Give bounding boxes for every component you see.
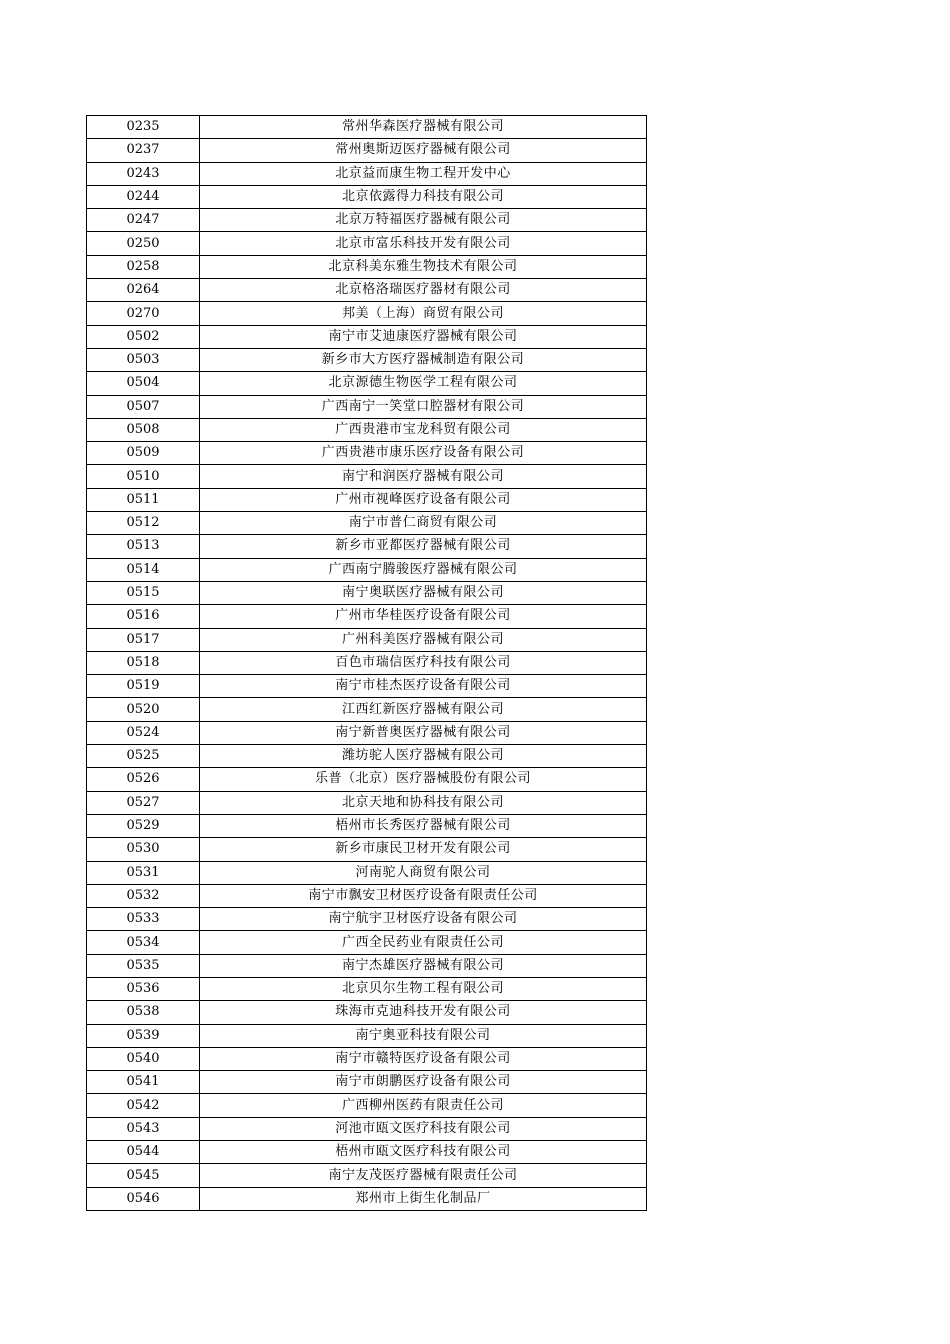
company-name-cell: 常州华森医疗器械有限公司 bbox=[200, 116, 647, 139]
company-name-cell: 北京科美东雅生物技术有限公司 bbox=[200, 255, 647, 278]
company-name-cell: 北京依露得力科技有限公司 bbox=[200, 185, 647, 208]
table-row bbox=[87, 1024, 647, 1047]
company-name-cell: 梧州市瓯文医疗科技有限公司 bbox=[200, 1141, 647, 1164]
company-name-cell: 南宁奥联医疗器械有限公司 bbox=[200, 581, 647, 604]
company-code-cell: 0508 bbox=[87, 418, 200, 441]
company-name-cell: 梧州市长秀医疗器械有限公司 bbox=[200, 814, 647, 837]
table-row bbox=[87, 1164, 647, 1187]
table-row bbox=[87, 1094, 647, 1117]
company-name-cell: 南宁航宇卫材医疗设备有限公司 bbox=[200, 908, 647, 931]
company-code-cell: 0516 bbox=[87, 605, 200, 628]
table-row bbox=[87, 442, 647, 465]
table-row bbox=[87, 1141, 647, 1164]
company-name-cell: 乐普（北京）医疗器械股份有限公司 bbox=[200, 768, 647, 791]
company-code-cell: 0538 bbox=[87, 1001, 200, 1024]
table-row bbox=[87, 931, 647, 954]
company-name-cell: 广西全民药业有限责任公司 bbox=[200, 931, 647, 954]
company-code-cell: 0258 bbox=[87, 255, 200, 278]
company-name-cell: 珠海市克迪科技开发有限公司 bbox=[200, 1001, 647, 1024]
table-row bbox=[87, 884, 647, 907]
table-row bbox=[87, 675, 647, 698]
company-name-cell: 南宁市艾迪康医疗器械有限公司 bbox=[200, 325, 647, 348]
company-name-cell: 邦美（上海）商贸有限公司 bbox=[200, 302, 647, 325]
company-name-cell: 南宁和润医疗器械有限公司 bbox=[200, 465, 647, 488]
company-name-cell: 河南驼人商贸有限公司 bbox=[200, 861, 647, 884]
company-code-cell: 0535 bbox=[87, 954, 200, 977]
company-name-cell: 广西柳州医药有限责任公司 bbox=[200, 1094, 647, 1117]
table-row bbox=[87, 1187, 647, 1210]
table-row bbox=[87, 628, 647, 651]
company-code-cell: 0543 bbox=[87, 1117, 200, 1140]
company-code-cell: 0532 bbox=[87, 884, 200, 907]
table-row bbox=[87, 395, 647, 418]
company-code-cell: 0243 bbox=[87, 162, 200, 185]
table-row bbox=[87, 302, 647, 325]
company-name-cell: 南宁市普仁商贸有限公司 bbox=[200, 512, 647, 535]
company-name-cell: 广西南宁一笑堂口腔器材有限公司 bbox=[200, 395, 647, 418]
company-name-cell: 北京益而康生物工程开发中心 bbox=[200, 162, 647, 185]
company-code-cell: 0531 bbox=[87, 861, 200, 884]
table-row bbox=[87, 232, 647, 255]
company-name-cell: 南宁杰雄医疗器械有限公司 bbox=[200, 954, 647, 977]
company-code-cell: 0511 bbox=[87, 488, 200, 511]
company-code-cell: 0533 bbox=[87, 908, 200, 931]
company-code-cell: 0536 bbox=[87, 977, 200, 1000]
table-body bbox=[87, 116, 647, 1211]
company-name-cell: 广西南宁腾骏医疗器械有限公司 bbox=[200, 558, 647, 581]
company-code-cell: 0515 bbox=[87, 581, 200, 604]
company-code-cell: 0530 bbox=[87, 838, 200, 861]
company-code-cell: 0264 bbox=[87, 279, 200, 302]
company-code-cell: 0502 bbox=[87, 325, 200, 348]
company-name-cell: 百色市瑞信医疗科技有限公司 bbox=[200, 651, 647, 674]
company-code-cell: 0517 bbox=[87, 628, 200, 651]
table-row bbox=[87, 954, 647, 977]
table-row bbox=[87, 325, 647, 348]
company-name-cell: 南宁市桂杰医疗设备有限公司 bbox=[200, 675, 647, 698]
table-row bbox=[87, 651, 647, 674]
table-row bbox=[87, 605, 647, 628]
company-code-cell: 0247 bbox=[87, 209, 200, 232]
table-row bbox=[87, 768, 647, 791]
table-row bbox=[87, 977, 647, 1000]
company-code-cell: 0512 bbox=[87, 512, 200, 535]
table-row bbox=[87, 558, 647, 581]
table-row bbox=[87, 162, 647, 185]
company-code-cell: 0520 bbox=[87, 698, 200, 721]
company-code-cell: 0546 bbox=[87, 1187, 200, 1210]
table-row bbox=[87, 861, 647, 884]
company-name-cell: 郑州市上街生化制品厂 bbox=[200, 1187, 647, 1210]
table-row bbox=[87, 814, 647, 837]
company-name-cell: 广州市视峰医疗设备有限公司 bbox=[200, 488, 647, 511]
table-row bbox=[87, 745, 647, 768]
company-name-cell: 北京源德生物医学工程有限公司 bbox=[200, 372, 647, 395]
company-name-cell: 新乡市康民卫材开发有限公司 bbox=[200, 838, 647, 861]
company-code-cell: 0513 bbox=[87, 535, 200, 558]
table-row bbox=[87, 512, 647, 535]
company-code-cell: 0545 bbox=[87, 1164, 200, 1187]
company-code-cell: 0529 bbox=[87, 814, 200, 837]
company-name-cell: 广州市华桂医疗设备有限公司 bbox=[200, 605, 647, 628]
table-row bbox=[87, 279, 647, 302]
company-code-cell: 0514 bbox=[87, 558, 200, 581]
table-row bbox=[87, 581, 647, 604]
company-code-cell: 0510 bbox=[87, 465, 200, 488]
table-row bbox=[87, 255, 647, 278]
company-name-cell: 新乡市亚都医疗器械有限公司 bbox=[200, 535, 647, 558]
company-code-cell: 0524 bbox=[87, 721, 200, 744]
company-name-cell: 南宁市朗鹏医疗设备有限公司 bbox=[200, 1071, 647, 1094]
company-code-cell: 0270 bbox=[87, 302, 200, 325]
company-code-cell: 0509 bbox=[87, 442, 200, 465]
company-name-cell: 广西贵港市宝龙科贸有限公司 bbox=[200, 418, 647, 441]
company-code-cell: 0237 bbox=[87, 139, 200, 162]
company-code-cell: 0504 bbox=[87, 372, 200, 395]
table-row bbox=[87, 908, 647, 931]
company-code-cell: 0250 bbox=[87, 232, 200, 255]
table-row bbox=[87, 1071, 647, 1094]
company-code-cell: 0541 bbox=[87, 1071, 200, 1094]
company-name-cell: 广西贵港市康乐医疗设备有限公司 bbox=[200, 442, 647, 465]
table-row bbox=[87, 139, 647, 162]
company-name-cell: 河池市瓯文医疗科技有限公司 bbox=[200, 1117, 647, 1140]
company-code-cell: 0519 bbox=[87, 675, 200, 698]
table-row bbox=[87, 721, 647, 744]
company-code-cell: 0534 bbox=[87, 931, 200, 954]
company-code-cell: 0540 bbox=[87, 1047, 200, 1070]
table-row bbox=[87, 488, 647, 511]
table-row bbox=[87, 418, 647, 441]
company-code-cell: 0539 bbox=[87, 1024, 200, 1047]
company-code-table bbox=[86, 115, 647, 1211]
company-name-cell: 常州奥斯迈医疗器械有限公司 bbox=[200, 139, 647, 162]
table-row bbox=[87, 185, 647, 208]
table-row bbox=[87, 348, 647, 371]
company-name-cell: 南宁友茂医疗器械有限责任公司 bbox=[200, 1164, 647, 1187]
company-code-cell: 0507 bbox=[87, 395, 200, 418]
company-name-cell: 北京万特福医疗器械有限公司 bbox=[200, 209, 647, 232]
table-row bbox=[87, 698, 647, 721]
table-row bbox=[87, 1001, 647, 1024]
company-code-cell: 0503 bbox=[87, 348, 200, 371]
company-name-cell: 南宁市飘安卫材医疗设备有限责任公司 bbox=[200, 884, 647, 907]
company-code-cell: 0244 bbox=[87, 185, 200, 208]
company-name-cell: 广州科美医疗器械有限公司 bbox=[200, 628, 647, 651]
company-code-cell: 0542 bbox=[87, 1094, 200, 1117]
company-name-cell: 江西红新医疗器械有限公司 bbox=[200, 698, 647, 721]
company-name-cell: 新乡市大方医疗器械制造有限公司 bbox=[200, 348, 647, 371]
company-code-cell: 0526 bbox=[87, 768, 200, 791]
table-row bbox=[87, 1047, 647, 1070]
table-row bbox=[87, 372, 647, 395]
table-row bbox=[87, 465, 647, 488]
company-code-cell: 0544 bbox=[87, 1141, 200, 1164]
company-code-cell: 0235 bbox=[87, 116, 200, 139]
table-row bbox=[87, 838, 647, 861]
table-row bbox=[87, 1117, 647, 1140]
company-name-cell: 北京格洛瑞医疗器材有限公司 bbox=[200, 279, 647, 302]
company-name-cell: 南宁奥亚科技有限公司 bbox=[200, 1024, 647, 1047]
table-row bbox=[87, 209, 647, 232]
company-name-cell: 北京天地和协科技有限公司 bbox=[200, 791, 647, 814]
table-row bbox=[87, 116, 647, 139]
company-code-cell: 0525 bbox=[87, 745, 200, 768]
company-name-cell: 南宁新普奥医疗器械有限公司 bbox=[200, 721, 647, 744]
company-code-cell: 0527 bbox=[87, 791, 200, 814]
company-name-cell: 北京市富乐科技开发有限公司 bbox=[200, 232, 647, 255]
company-code-cell: 0518 bbox=[87, 651, 200, 674]
company-name-cell: 北京贝尔生物工程有限公司 bbox=[200, 977, 647, 1000]
table-row bbox=[87, 535, 647, 558]
company-name-cell: 潍坊驼人医疗器械有限公司 bbox=[200, 745, 647, 768]
table-row bbox=[87, 791, 647, 814]
company-name-cell: 南宁市赣特医疗设备有限公司 bbox=[200, 1047, 647, 1070]
